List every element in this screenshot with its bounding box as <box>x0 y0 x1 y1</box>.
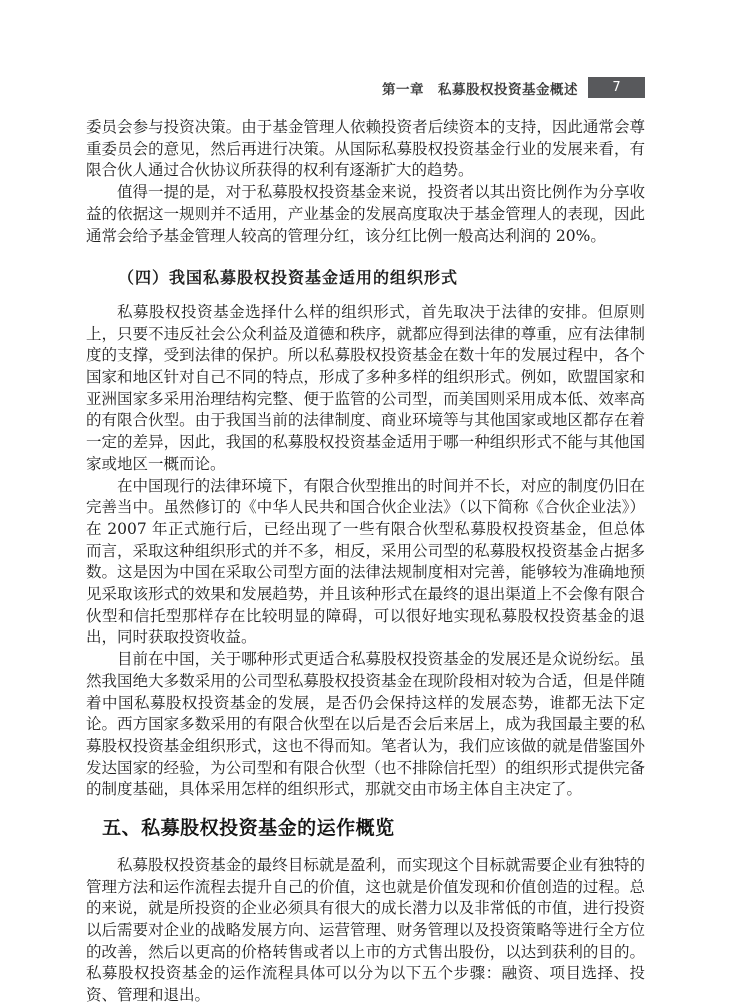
paragraph-operation-goal: 私募股权投资基金的最终目标就是盈利，而实现这个目标就需要企业有独特的管理方法和运作流程去提升自己的价值，这也就是价值发现和价值创造的过程。总的来说，就是所投资的企业必须具有很大的成长潜力以及非常低的市值，进行投资以后需要对企业的战略发展方向、运营管理、财务管理以及投资策略等进行全方位的改善，然后以更高的价格转售或者以上市的方式售出股份，以达到获利的目的。私募股权投资基金的运作流程具体可以分为以下五个步骤：融资、项目选择、投资、管理和退出。 <box>86 855 645 1005</box>
paragraph-committee-decision: 委员会参与投资决策。由于基金管理人依赖投资者后续资本的支持，因此通常会尊重委员会的意见，然后再进行决策。从国际私募股权投资基金行业的发展来看，有限合伙人通过合伙协议所获得的权利有逐渐扩大的趋势。 <box>86 118 645 180</box>
running-head-chapter-title: 第一章 私募股权投资基金概述 <box>382 81 578 98</box>
page-body <box>86 117 645 1005</box>
paragraph-profit-sharing: 值得一提的是，对于私募股权投资基金来说，投资者以其出资比例作为分享收益的依据这一规则并不适用，产业基金的发展高度取决于基金管理人的表现，因此通常会给予基金管理人较高的管理分红，该分红比例一般高达利润的 20%。 <box>86 183 645 245</box>
page-number-badge: 7 <box>588 77 645 98</box>
paragraph-form-debate: 目前在中国，关于哪种形式更适合私募股权投资基金的发展还是众说纷纭。虽然我国绝大多数采用的公司型私募股权投资基金在现阶段相对较为合适，但是伴随着中国私募股权投资基金的发展，是否仍会保持这样的发展态势，谁都无法下定论。西方国家多数采用的有限合伙型在以后是否会后来居上，成为我国最主要的私募股权投资基金组织形式，这也不得而知。笔者认为，我们应该做的就是借鉴国外发达国家的经验，为公司型和有限合伙型（也不排除信托型）的组织形式提供完备的制度基础，具体采用怎样的组织形式，那就交由市场主体自主决定了。 <box>86 650 645 799</box>
section-heading-operation-overview: 五、私募股权投资基金的运作概览 <box>102 817 395 840</box>
paragraph-china-legal-environment: 在中国现行的法律环境下，有限合伙型推出的时间并不长，对应的制度仍旧在完善当中。虽然修订的《中华人民共和国合伙企业法》（以下简称《合伙企业法》）在 2007 年正式施行后，已经出现了一些有限合伙型私募股权投资基金，但总体而言，采取这种组织形式的并不多，相反，采用公司型的私募股权投资基金占据多数。这是因为中国在采取公司型方面的法律法规制度相对完善，能够较为准确地预见采取该形式的效果和发展趋势，并且该种形式在最终的退出渠道上不会像有限合伙型和信托型那样存在比较明显的障碍，可以很好地实现私募股权投资基金的退出，同时获取投资收益。 <box>86 476 645 647</box>
section-heading-organization-form: （四）我国私募股权投资基金适用的组织形式 <box>118 268 459 288</box>
paragraph-legal-arrangement: 私募股权投资基金选择什么样的组织形式，首先取决于法律的安排。但原则上，只要不违反社会公众利益及道德和秩序，就都应得到法律的尊重，应有法律制度的支撑，受到法律的保护。所以私募股权投资基金在数十年的发展过程中，各个国家和地区针对自己不同的特点，形成了多种多样的组织形式。例如，欧盟国家和亚洲国家多采用治理结构完整、便于监管的公司型，而美国则采用成本低、效率高的有限合伙型。由于我国当前的法律制度、商业环境等与其他国家或地区都存在着一定的差异，因此，我国的私募股权投资基金适用于哪一种组织形式不能与其他国家或地区一概而论。 <box>86 302 645 473</box>
page-header <box>86 0 645 98</box>
